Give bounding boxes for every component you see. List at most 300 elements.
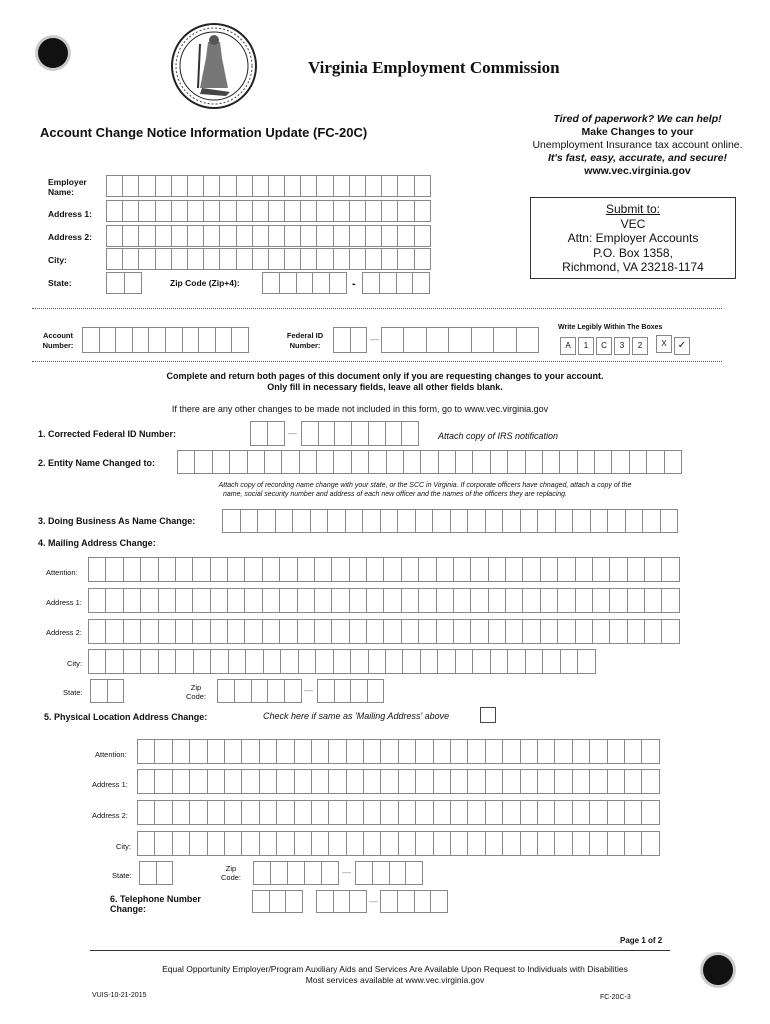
char-box[interactable] xyxy=(493,327,516,353)
char-box[interactable] xyxy=(432,509,451,533)
char-box[interactable] xyxy=(380,769,398,794)
char-box[interactable] xyxy=(316,248,333,270)
char-box[interactable] xyxy=(592,619,610,644)
char-box[interactable] xyxy=(187,175,204,197)
char-box[interactable] xyxy=(311,739,329,764)
char-box[interactable] xyxy=(219,175,236,197)
char-box[interactable] xyxy=(609,557,627,582)
phone-line-boxes[interactable] xyxy=(380,890,448,913)
char-box[interactable] xyxy=(259,800,277,825)
char-box[interactable] xyxy=(627,557,645,582)
char-box[interactable] xyxy=(644,588,662,613)
char-box[interactable] xyxy=(398,739,416,764)
char-box[interactable] xyxy=(275,509,294,533)
char-box[interactable] xyxy=(366,588,384,613)
phys-attention-boxes[interactable] xyxy=(137,739,660,764)
char-box[interactable] xyxy=(522,588,540,613)
char-box[interactable] xyxy=(577,649,595,674)
char-box[interactable] xyxy=(554,831,572,856)
char-box[interactable] xyxy=(140,557,158,582)
char-box[interactable] xyxy=(182,327,200,353)
zip-boxes[interactable] xyxy=(262,272,347,294)
char-box[interactable] xyxy=(311,769,329,794)
char-box[interactable] xyxy=(485,800,503,825)
char-box[interactable] xyxy=(537,800,555,825)
mail-address1-boxes[interactable] xyxy=(88,588,680,613)
char-box[interactable] xyxy=(122,225,139,247)
char-box[interactable] xyxy=(349,890,367,913)
char-box[interactable] xyxy=(123,619,141,644)
char-box[interactable] xyxy=(187,248,204,270)
char-box[interactable] xyxy=(333,248,350,270)
char-box[interactable] xyxy=(365,225,382,247)
char-box[interactable] xyxy=(88,588,106,613)
char-box[interactable] xyxy=(327,509,346,533)
char-box[interactable] xyxy=(138,175,155,197)
char-box[interactable] xyxy=(236,200,253,222)
char-box[interactable] xyxy=(198,327,216,353)
char-box[interactable] xyxy=(268,248,285,270)
char-box[interactable] xyxy=(122,200,139,222)
char-box[interactable] xyxy=(284,225,301,247)
char-box[interactable] xyxy=(433,800,451,825)
char-box[interactable] xyxy=(438,450,456,474)
char-box[interactable] xyxy=(315,649,333,674)
mail-state-boxes[interactable] xyxy=(90,679,124,703)
char-box[interactable] xyxy=(106,225,123,247)
char-box[interactable] xyxy=(224,800,242,825)
char-box[interactable] xyxy=(203,175,220,197)
char-box[interactable] xyxy=(405,861,423,885)
char-box[interactable] xyxy=(522,619,540,644)
char-box[interactable] xyxy=(244,619,262,644)
char-box[interactable] xyxy=(349,200,366,222)
char-box[interactable] xyxy=(525,450,543,474)
char-box[interactable] xyxy=(172,831,190,856)
char-box[interactable] xyxy=(203,248,220,270)
char-box[interactable] xyxy=(575,557,593,582)
char-box[interactable] xyxy=(245,649,263,674)
corrected-fid-prefix-boxes[interactable] xyxy=(250,421,285,446)
char-box[interactable] xyxy=(490,649,508,674)
char-box[interactable] xyxy=(505,619,523,644)
char-box[interactable] xyxy=(316,225,333,247)
char-box[interactable] xyxy=(554,739,572,764)
char-box[interactable] xyxy=(540,619,558,644)
char-box[interactable] xyxy=(641,769,659,794)
char-box[interactable] xyxy=(627,619,645,644)
char-box[interactable] xyxy=(426,327,449,353)
char-box[interactable] xyxy=(661,619,679,644)
char-box[interactable] xyxy=(380,739,398,764)
char-box[interactable] xyxy=(316,890,334,913)
char-box[interactable] xyxy=(450,800,468,825)
char-box[interactable] xyxy=(99,327,117,353)
char-box[interactable] xyxy=(436,588,454,613)
char-box[interactable] xyxy=(559,450,577,474)
char-box[interactable] xyxy=(331,619,349,644)
char-box[interactable] xyxy=(252,225,269,247)
dba-boxes[interactable] xyxy=(222,509,678,533)
char-box[interactable] xyxy=(414,890,432,913)
char-box[interactable] xyxy=(502,509,521,533)
char-box[interactable] xyxy=(314,557,332,582)
char-box[interactable] xyxy=(262,619,280,644)
char-box[interactable] xyxy=(433,831,451,856)
char-box[interactable] xyxy=(537,831,555,856)
char-box[interactable] xyxy=(346,831,364,856)
char-box[interactable] xyxy=(334,679,352,703)
char-box[interactable] xyxy=(627,588,645,613)
char-box[interactable] xyxy=(537,509,556,533)
char-box[interactable] xyxy=(88,557,106,582)
char-box[interactable] xyxy=(661,557,679,582)
char-box[interactable] xyxy=(560,649,578,674)
char-box[interactable] xyxy=(455,450,473,474)
char-box[interactable] xyxy=(279,557,297,582)
char-box[interactable] xyxy=(448,327,471,353)
char-box[interactable] xyxy=(165,327,183,353)
char-box[interactable] xyxy=(450,509,469,533)
char-box[interactable] xyxy=(380,800,398,825)
char-box[interactable] xyxy=(171,248,188,270)
char-box[interactable] xyxy=(472,649,490,674)
char-box[interactable] xyxy=(401,588,419,613)
char-box[interactable] xyxy=(450,769,468,794)
char-box[interactable] xyxy=(502,769,520,794)
char-box[interactable] xyxy=(280,649,298,674)
char-box[interactable] xyxy=(222,509,241,533)
char-box[interactable] xyxy=(189,769,207,794)
char-box[interactable] xyxy=(189,800,207,825)
char-box[interactable] xyxy=(625,509,644,533)
char-box[interactable] xyxy=(250,421,268,446)
char-box[interactable] xyxy=(624,800,642,825)
char-box[interactable] xyxy=(470,619,488,644)
char-box[interactable] xyxy=(252,248,269,270)
phys-state-boxes[interactable] xyxy=(139,861,173,885)
char-box[interactable] xyxy=(350,649,368,674)
char-box[interactable] xyxy=(433,769,451,794)
char-box[interactable] xyxy=(210,557,228,582)
char-box[interactable] xyxy=(554,800,572,825)
char-box[interactable] xyxy=(329,272,347,294)
char-box[interactable] xyxy=(453,588,471,613)
char-box[interactable] xyxy=(333,175,350,197)
char-box[interactable] xyxy=(279,272,297,294)
char-box[interactable] xyxy=(212,450,230,474)
char-box[interactable] xyxy=(430,890,448,913)
char-box[interactable] xyxy=(590,509,609,533)
char-box[interactable] xyxy=(345,509,364,533)
char-box[interactable] xyxy=(236,248,253,270)
char-box[interactable] xyxy=(82,327,100,353)
char-box[interactable] xyxy=(412,272,430,294)
char-box[interactable] xyxy=(572,739,590,764)
char-box[interactable] xyxy=(189,831,207,856)
char-box[interactable] xyxy=(300,175,317,197)
char-box[interactable] xyxy=(193,649,211,674)
char-box[interactable] xyxy=(575,619,593,644)
char-box[interactable] xyxy=(297,557,315,582)
char-box[interactable] xyxy=(575,588,593,613)
char-box[interactable] xyxy=(300,200,317,222)
char-box[interactable] xyxy=(624,769,642,794)
char-box[interactable] xyxy=(381,225,398,247)
char-box[interactable] xyxy=(207,831,225,856)
char-box[interactable] xyxy=(502,831,520,856)
char-box[interactable] xyxy=(317,679,335,703)
char-box[interactable] xyxy=(520,800,538,825)
char-box[interactable] xyxy=(436,557,454,582)
char-box[interactable] xyxy=(304,861,322,885)
federal-id-prefix-boxes[interactable] xyxy=(333,327,367,353)
char-box[interactable] xyxy=(269,890,287,913)
char-box[interactable] xyxy=(284,175,301,197)
state-boxes[interactable] xyxy=(106,272,142,294)
char-box[interactable] xyxy=(287,861,305,885)
char-box[interactable] xyxy=(646,450,664,474)
char-box[interactable] xyxy=(661,588,679,613)
char-box[interactable] xyxy=(398,831,416,856)
char-box[interactable] xyxy=(267,421,285,446)
char-box[interactable] xyxy=(433,739,451,764)
char-box[interactable] xyxy=(363,769,381,794)
char-box[interactable] xyxy=(418,619,436,644)
char-box[interactable] xyxy=(334,421,352,446)
char-box[interactable] xyxy=(381,175,398,197)
char-box[interactable] xyxy=(105,619,123,644)
char-box[interactable] xyxy=(140,588,158,613)
char-box[interactable] xyxy=(194,450,212,474)
char-box[interactable] xyxy=(455,649,473,674)
char-box[interactable] xyxy=(363,831,381,856)
char-box[interactable] xyxy=(219,248,236,270)
char-box[interactable] xyxy=(270,861,288,885)
char-box[interactable] xyxy=(175,588,193,613)
char-box[interactable] xyxy=(472,450,490,474)
char-box[interactable] xyxy=(557,619,575,644)
char-box[interactable] xyxy=(644,557,662,582)
char-box[interactable] xyxy=(383,588,401,613)
char-box[interactable] xyxy=(589,769,607,794)
char-box[interactable] xyxy=(349,588,367,613)
char-box[interactable] xyxy=(284,248,301,270)
char-box[interactable] xyxy=(281,450,299,474)
char-box[interactable] xyxy=(366,619,384,644)
char-box[interactable] xyxy=(642,509,661,533)
char-box[interactable] xyxy=(123,588,141,613)
char-box[interactable] xyxy=(540,557,558,582)
char-box[interactable] xyxy=(154,831,172,856)
char-box[interactable] xyxy=(154,800,172,825)
char-box[interactable] xyxy=(138,225,155,247)
char-box[interactable] xyxy=(155,175,172,197)
char-box[interactable] xyxy=(312,272,330,294)
char-box[interactable] xyxy=(316,200,333,222)
char-box[interactable] xyxy=(219,225,236,247)
char-box[interactable] xyxy=(259,739,277,764)
char-box[interactable] xyxy=(381,248,398,270)
char-box[interactable] xyxy=(140,649,158,674)
mail-city-boxes[interactable] xyxy=(88,649,596,674)
char-box[interactable] xyxy=(540,588,558,613)
char-box[interactable] xyxy=(397,225,414,247)
char-box[interactable] xyxy=(502,739,520,764)
char-box[interactable] xyxy=(594,450,612,474)
char-box[interactable] xyxy=(363,800,381,825)
char-box[interactable] xyxy=(229,450,247,474)
char-box[interactable] xyxy=(139,861,157,885)
char-box[interactable] xyxy=(520,769,538,794)
phone-area-boxes[interactable] xyxy=(252,890,303,913)
char-box[interactable] xyxy=(346,769,364,794)
char-box[interactable] xyxy=(572,831,590,856)
char-box[interactable] xyxy=(106,175,123,197)
char-box[interactable] xyxy=(224,769,242,794)
char-box[interactable] xyxy=(217,679,235,703)
mail-zip-boxes[interactable] xyxy=(217,679,302,703)
char-box[interactable] xyxy=(236,175,253,197)
char-box[interactable] xyxy=(624,831,642,856)
char-box[interactable] xyxy=(644,619,662,644)
char-box[interactable] xyxy=(355,861,373,885)
char-box[interactable] xyxy=(401,557,419,582)
char-box[interactable] xyxy=(175,557,193,582)
char-box[interactable] xyxy=(210,649,228,674)
char-box[interactable] xyxy=(346,800,364,825)
char-box[interactable] xyxy=(268,225,285,247)
char-box[interactable] xyxy=(155,248,172,270)
char-box[interactable] xyxy=(276,800,294,825)
char-box[interactable] xyxy=(262,557,280,582)
char-box[interactable] xyxy=(557,557,575,582)
entity-name-boxes[interactable] xyxy=(177,450,682,474)
char-box[interactable] xyxy=(227,619,245,644)
char-box[interactable] xyxy=(505,588,523,613)
char-box[interactable] xyxy=(418,588,436,613)
char-box[interactable] xyxy=(105,557,123,582)
char-box[interactable] xyxy=(401,421,419,446)
char-box[interactable] xyxy=(314,619,332,644)
char-box[interactable] xyxy=(471,327,494,353)
address2-boxes[interactable] xyxy=(106,248,431,270)
char-box[interactable] xyxy=(215,327,233,353)
char-box[interactable] xyxy=(301,421,319,446)
char-box[interactable] xyxy=(333,890,351,913)
char-box[interactable] xyxy=(415,831,433,856)
char-box[interactable] xyxy=(219,200,236,222)
char-box[interactable] xyxy=(137,739,155,764)
char-box[interactable] xyxy=(415,509,434,533)
char-box[interactable] xyxy=(415,769,433,794)
char-box[interactable] xyxy=(276,769,294,794)
char-box[interactable] xyxy=(279,619,297,644)
char-box[interactable] xyxy=(403,327,426,353)
char-box[interactable] xyxy=(592,557,610,582)
char-box[interactable] xyxy=(641,800,659,825)
char-box[interactable] xyxy=(318,421,336,446)
char-box[interactable] xyxy=(362,272,380,294)
char-box[interactable] xyxy=(300,225,317,247)
char-box[interactable] xyxy=(420,649,438,674)
char-box[interactable] xyxy=(557,588,575,613)
employer-name-row1[interactable] xyxy=(106,175,431,197)
char-box[interactable] xyxy=(397,200,414,222)
char-box[interactable] xyxy=(148,327,166,353)
char-box[interactable] xyxy=(316,175,333,197)
char-box[interactable] xyxy=(349,248,366,270)
char-box[interactable] xyxy=(520,739,538,764)
char-box[interactable] xyxy=(244,557,262,582)
char-box[interactable] xyxy=(467,769,485,794)
char-box[interactable] xyxy=(311,831,329,856)
char-box[interactable] xyxy=(154,739,172,764)
char-box[interactable] xyxy=(572,769,590,794)
char-box[interactable] xyxy=(397,509,416,533)
char-box[interactable] xyxy=(365,248,382,270)
char-box[interactable] xyxy=(467,739,485,764)
phys-address2-boxes[interactable] xyxy=(137,800,660,825)
char-box[interactable] xyxy=(397,248,414,270)
char-box[interactable] xyxy=(467,831,485,856)
char-box[interactable] xyxy=(294,831,312,856)
char-box[interactable] xyxy=(132,327,150,353)
char-box[interactable] xyxy=(189,739,207,764)
char-box[interactable] xyxy=(224,739,242,764)
char-box[interactable] xyxy=(175,649,193,674)
char-box[interactable] xyxy=(247,450,265,474)
char-box[interactable] xyxy=(105,588,123,613)
char-box[interactable] xyxy=(380,890,398,913)
char-box[interactable] xyxy=(351,450,369,474)
char-box[interactable] xyxy=(577,450,595,474)
char-box[interactable] xyxy=(236,225,253,247)
phys-zip-boxes[interactable] xyxy=(253,861,339,885)
char-box[interactable] xyxy=(284,200,301,222)
char-box[interactable] xyxy=(383,557,401,582)
char-box[interactable] xyxy=(262,588,280,613)
char-box[interactable] xyxy=(485,769,503,794)
char-box[interactable] xyxy=(252,175,269,197)
char-box[interactable] xyxy=(192,557,210,582)
corrected-fid-boxes[interactable] xyxy=(301,421,419,446)
federal-id-boxes[interactable] xyxy=(381,327,539,353)
char-box[interactable] xyxy=(385,421,403,446)
char-box[interactable] xyxy=(607,831,625,856)
char-box[interactable] xyxy=(414,225,431,247)
char-box[interactable] xyxy=(227,588,245,613)
char-box[interactable] xyxy=(414,248,431,270)
char-box[interactable] xyxy=(138,248,155,270)
employer-name-row2[interactable] xyxy=(106,200,431,222)
char-box[interactable] xyxy=(251,679,269,703)
char-box[interactable] xyxy=(210,588,228,613)
same-as-mailing-checkbox[interactable] xyxy=(480,707,496,723)
char-box[interactable] xyxy=(328,769,346,794)
char-box[interactable] xyxy=(490,450,508,474)
char-box[interactable] xyxy=(502,800,520,825)
char-box[interactable] xyxy=(314,588,332,613)
promo-link[interactable]: www.vec.virginia.gov xyxy=(584,165,691,177)
char-box[interactable] xyxy=(542,450,560,474)
char-box[interactable] xyxy=(589,800,607,825)
char-box[interactable] xyxy=(397,175,414,197)
char-box[interactable] xyxy=(106,272,125,294)
char-box[interactable] xyxy=(379,272,397,294)
char-box[interactable] xyxy=(607,800,625,825)
char-box[interactable] xyxy=(397,890,415,913)
